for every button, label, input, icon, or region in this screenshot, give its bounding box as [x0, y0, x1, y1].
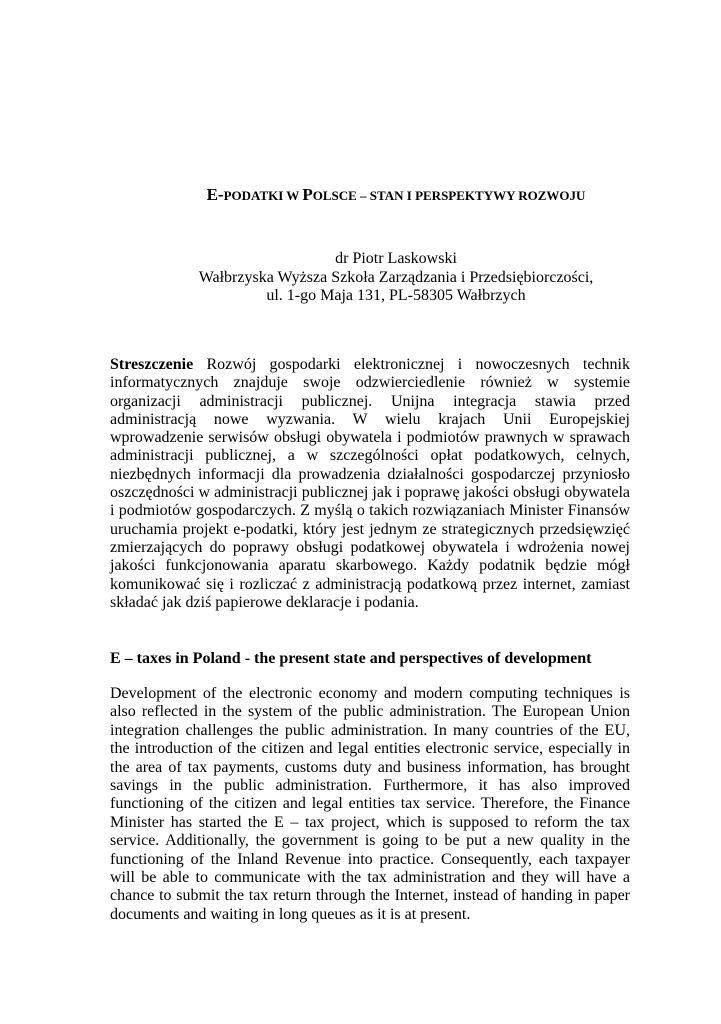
abstract-text: Rozwój gospodarki elektronicznej i nowoczesnych technik informatycznych znajduje swoje odzwierciedlenie również w systemie organizacji administracji publicznej. Unijna integracja stawia przed administracją nowe wyzwania. W wielu krajach Unii Europejskiej wprowadzenie serwisów obsługi obywatela i podmiotów prawnych w sprawach administracji publicznej, a w szczególności opłat podatkowych, celnych, niezbędnych informacji dla prowadzenia działalności gospodarczej przyniosło oszczędności w administracji publicznej jak i poprawę jakości obsługi obywatela i podmiotów gospodarczych. Z myślą o takich rozwiązaniach Minister Finansów uruchamia projekt e-podatki, który jest jednym ze strategicznych przedsięwzięć zmierzających do poprawy obsługi podatkowej obywatela i wdrożenia nowej jakości funkcjonowania aparatu skarbowego. Każdy podatnik będzie mógł komunikować się i rozliczać z administracją podatkową przez internet, zamiast składać jak dziś papierowe deklaracje i podania. — [110, 356, 631, 611]
title-part3: – STAN I PERSPEKTYWY ROZWOJU — [356, 188, 586, 203]
title-part1-initial: E- — [206, 185, 224, 204]
abstract-english: Development of the electronic economy and modern computing techniques is also reflected in the system of the public administration. The European Union integration challenges the public administration. In many countries of the EU, the introduction of the citizen and legal entities electronic service, especially in the area of tax payments, customs duty and business information, has brought savings in the public administration. Furthermore, it has also improved functioning of the citizen and legal entities tax service. Therefore, the Finance Minister has started the E – tax project, which is supposed to reform the tax service. Additionally, the government is going to be put a new quality in the functioning of the Inland Revenue into practice. Consequently, each taxpayer will be able to communicate with the tax administration and they will have a chance to submit the tax return through the Internet, instead of handing in paper documents and waiting in long queues as it is at present. — [110, 685, 630, 923]
title-part2-initial: P — [302, 185, 313, 204]
paper-title — [108, 184, 684, 207]
abstract-label: Streszczenie — [110, 356, 194, 373]
author-name: dr Piotr Laskowski — [335, 250, 457, 267]
author-block — [108, 250, 684, 306]
title-part2-rest: OLSCE — [312, 188, 357, 203]
author-affiliation: Wałbrzyska Wyższa Szkoła Zarządzania i Przedsiębiorczości, — [198, 268, 594, 286]
abstract-polish — [110, 356, 630, 612]
title-part1-rest: PODATKI W — [223, 188, 303, 203]
author-address: ul. 1-go Maja 131, PL-58305 Wałbrzych — [266, 287, 526, 304]
english-heading: E – taxes in Poland - the present state and perspectives of development — [110, 650, 592, 667]
